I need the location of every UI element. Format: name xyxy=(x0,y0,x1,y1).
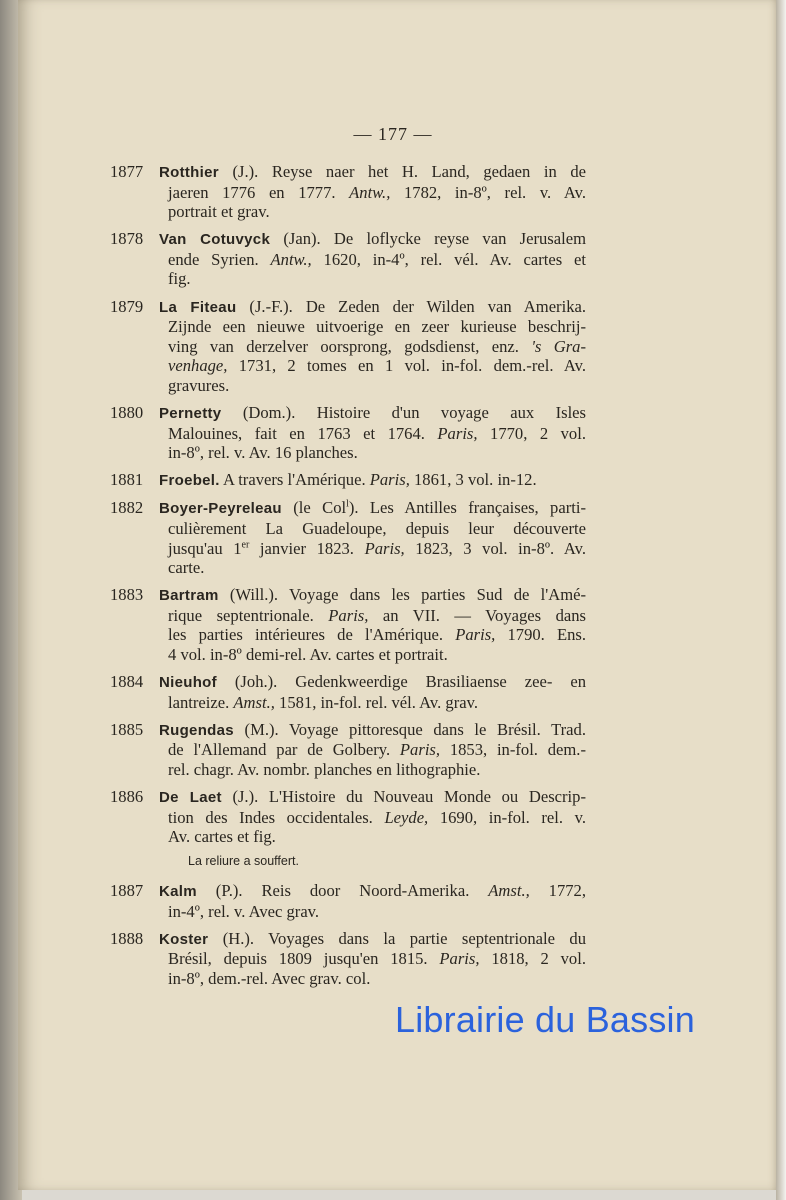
entry-text: (P.). Reis door Noord-Amerika. xyxy=(196,881,489,900)
entry-text: (Will.). Voyage dans les parties Sud de l'Amé- xyxy=(218,585,586,605)
entry-line xyxy=(168,443,586,463)
entry-text: 1790. Ens. xyxy=(495,625,587,645)
entry-text: an VII. — Voyages dans xyxy=(368,605,587,625)
entry-number: 1888 xyxy=(110,928,144,948)
catalogue-entries xyxy=(110,162,586,996)
entry-line xyxy=(168,519,586,539)
entry-number: 1887 xyxy=(110,881,144,900)
entry-place: Paris, xyxy=(369,470,410,490)
entry-text: Av. cartes et fig. xyxy=(168,827,276,847)
catalogue-entry xyxy=(110,229,586,289)
watermark-librairie-du-bassin: Librairie du Bassin xyxy=(395,999,695,1040)
entry-line xyxy=(168,202,586,222)
entry-text: fig. xyxy=(168,269,191,289)
entry-place: 's Gra- xyxy=(531,336,586,356)
catalogue-entry xyxy=(110,787,586,847)
entry-text: 1853, in-fol. dem.- xyxy=(440,740,586,760)
catalogue-entry xyxy=(110,672,586,712)
entry-line xyxy=(168,424,586,444)
entry-number: 1885 xyxy=(110,719,144,739)
catalogue-entry xyxy=(110,929,586,989)
entry-text: 1620, in-4º, rel. vél. Av. cartes et xyxy=(311,249,586,269)
entry-text: A travers l'Amérique. xyxy=(219,470,370,490)
entry-line xyxy=(159,929,586,950)
entry-text: gravures. xyxy=(168,375,230,395)
entry-text: 1818, 2 vol. xyxy=(479,949,586,969)
entry-line xyxy=(168,269,586,289)
entry-line xyxy=(168,827,586,847)
entry-text: Malouines, fait en 1763 et 1764. xyxy=(168,423,438,443)
entry-author: Pernetty xyxy=(159,405,222,423)
entry-place: Paris, xyxy=(437,423,478,443)
entry-place: Amst., xyxy=(488,881,530,900)
entry-text: lantreize. xyxy=(168,692,234,712)
entry-text: janvier 1823. xyxy=(249,538,365,558)
entry-text: 1823, 3 vol. in-8º. Av. xyxy=(404,538,586,558)
entry-text: er xyxy=(241,539,250,551)
entry-number: 1883 xyxy=(110,585,144,605)
entry-author: Froebel. xyxy=(159,472,220,490)
entry-line xyxy=(168,539,586,559)
catalogue-entry xyxy=(110,498,586,577)
entry-text: (le Col xyxy=(281,498,347,518)
entry-text: carte. xyxy=(168,558,205,578)
entry-text: (M.). Voyage pittoresque dans le Brésil. Trad. xyxy=(233,719,586,739)
entry-line xyxy=(159,720,586,741)
entry-text: (Joh.). Gedenkweerdige Brasiliaense zee- en xyxy=(216,672,586,692)
entry-place: Antw., xyxy=(270,249,312,269)
entry-number: 1882 xyxy=(110,498,144,518)
entry-line xyxy=(168,969,586,989)
entry-text: l xyxy=(346,498,349,510)
entry-line xyxy=(168,183,586,203)
catalogue-entry xyxy=(110,162,586,222)
entry-author: Kalm xyxy=(159,883,197,900)
entry-line xyxy=(168,808,586,828)
entry-author: La Fiteau xyxy=(159,298,237,316)
entry-line xyxy=(168,740,586,760)
catalogue-entry xyxy=(110,881,586,921)
entry-text: jaeren 1776 en 1777. xyxy=(168,182,350,202)
entry-number: 1881 xyxy=(110,470,144,490)
entry-line xyxy=(168,902,586,922)
entry-place: Antw., xyxy=(349,182,391,202)
entry-text: (J.). Reyse naer het H. Land, gedaen in de xyxy=(218,162,586,181)
entry-text: 1782, in-8º, rel. v. Av. xyxy=(390,182,586,202)
entry-line xyxy=(168,337,586,357)
entry-line xyxy=(168,356,586,376)
entry-text: (Dom.). Histoire d'un voyage aux Isles xyxy=(221,403,586,423)
entry-author: Rugendas xyxy=(159,721,234,739)
entry-author: Van Cotuvyck xyxy=(159,231,271,249)
entry-text: 1581, in-fol. rel. vél. Av. grav. xyxy=(274,692,478,712)
entry-text: (H.). Voyages dans la partie septentrionale du xyxy=(208,928,586,948)
entry-line xyxy=(168,693,586,713)
catalogue-entry xyxy=(110,403,586,463)
entry-line xyxy=(168,606,586,626)
entry-text: rique septentrionale. xyxy=(168,605,329,625)
entry-text: in-4º, rel. v. Avec grav. xyxy=(168,901,320,921)
entry-number: 1886 xyxy=(110,787,144,807)
catalogue-entry xyxy=(110,585,586,664)
entry-line xyxy=(159,229,586,250)
entry-text: ving van derzelver oorsprong, godsdienst, enz. xyxy=(168,336,532,356)
entry-text: 1731, 2 tomes en 1 vol. in-fol. dem.-rel. Av. xyxy=(227,356,586,376)
entry-text: (J.). L'Histoire du Nouveau Monde ou Descrip- xyxy=(221,787,586,807)
entry-place: Paris, xyxy=(439,949,480,969)
entry-line xyxy=(168,645,586,665)
page-number: — 177 — xyxy=(353,124,433,144)
catalogue-entry xyxy=(110,720,586,780)
entry-line xyxy=(159,881,586,902)
entry-note: La reliure a souffert. xyxy=(188,854,299,869)
entry-number: 1884 xyxy=(110,672,144,692)
entry-author: Nieuhof xyxy=(159,674,217,692)
entry-line xyxy=(168,376,586,396)
entry-text: in-8º, rel. v. Av. 16 planches. xyxy=(168,443,358,463)
entry-text: ). Les Antilles françaises, parti- xyxy=(348,498,586,518)
entry-text: rel. chagr. Av. nombr. planches en lithographie. xyxy=(168,760,481,780)
entry-text: jusqu'au 1 xyxy=(168,538,242,558)
entry-line xyxy=(168,558,586,578)
entry-place: venhage, xyxy=(168,356,228,376)
entry-place: Paris, xyxy=(455,625,496,645)
entry-number: 1877 xyxy=(110,162,144,181)
entry-line xyxy=(168,760,586,780)
entry-text: in-8º, dem.-rel. Avec grav. col. xyxy=(168,968,371,988)
entry-line xyxy=(159,470,586,491)
entry-place: Paris, xyxy=(364,538,405,558)
entry-text: portrait et grav. xyxy=(168,202,270,222)
entry-text: (J.-F.). De Zeden der Wilden van Amerika. xyxy=(236,296,587,316)
entry-text: ende Syrien. xyxy=(168,249,271,269)
entry-text: les parties intérieures de l'Amérique. xyxy=(168,625,456,645)
entry-line xyxy=(159,498,586,519)
entry-author: Rotthier xyxy=(159,164,219,181)
entry-text: 1861, 3 vol. in-12. xyxy=(409,470,537,490)
entry-line xyxy=(159,162,586,183)
catalogue-entry xyxy=(110,470,586,491)
entry-text: de l'Allemand par de Golbery. xyxy=(168,740,400,760)
entry-author: Bartram xyxy=(159,587,219,605)
entry-line xyxy=(159,585,586,606)
entry-line xyxy=(159,403,586,424)
page-right-edge xyxy=(776,0,786,1200)
entry-line xyxy=(168,250,586,270)
entry-text: 1690, in-fol. rel. v. xyxy=(428,807,586,827)
entry-number: 1880 xyxy=(110,403,144,423)
entry-place: Paris, xyxy=(399,740,441,760)
entry-author: De Laet xyxy=(159,789,222,807)
entry-text: culièrement La Guadeloupe, depuis leur découverte xyxy=(168,519,586,538)
entry-place: Leyde, xyxy=(384,807,429,827)
entry-author: Koster xyxy=(159,930,209,948)
entry-text: 4 vol. in-8º demi-rel. Av. cartes et portrait. xyxy=(168,645,448,665)
entry-text: Zijnde een nieuwe uitvoerige en zeer kurieuse beschrij- xyxy=(168,317,586,337)
entry-text: 1770, 2 vol. xyxy=(477,423,586,443)
entry-line xyxy=(168,625,586,645)
entry-place: Paris, xyxy=(328,605,369,625)
entry-place: Amst., xyxy=(233,692,275,712)
entry-text: (Jan). De loflycke reyse van Jerusalem xyxy=(270,229,586,249)
entry-number: 1879 xyxy=(110,296,144,316)
entry-text: Brésil, depuis 1809 jusqu'en 1815. xyxy=(168,949,440,969)
entry-line xyxy=(168,949,586,969)
entry-author: Boyer-Peyreleau xyxy=(159,500,282,518)
entry-line xyxy=(168,317,586,337)
entry-line xyxy=(159,672,586,693)
entry-line xyxy=(159,787,586,808)
entry-text: tion des Indes occidentales. xyxy=(168,807,385,827)
entry-number: 1878 xyxy=(110,229,144,249)
catalogue-entry xyxy=(110,297,586,396)
entry-text: 1772, xyxy=(529,881,587,900)
entry-line xyxy=(159,297,586,318)
